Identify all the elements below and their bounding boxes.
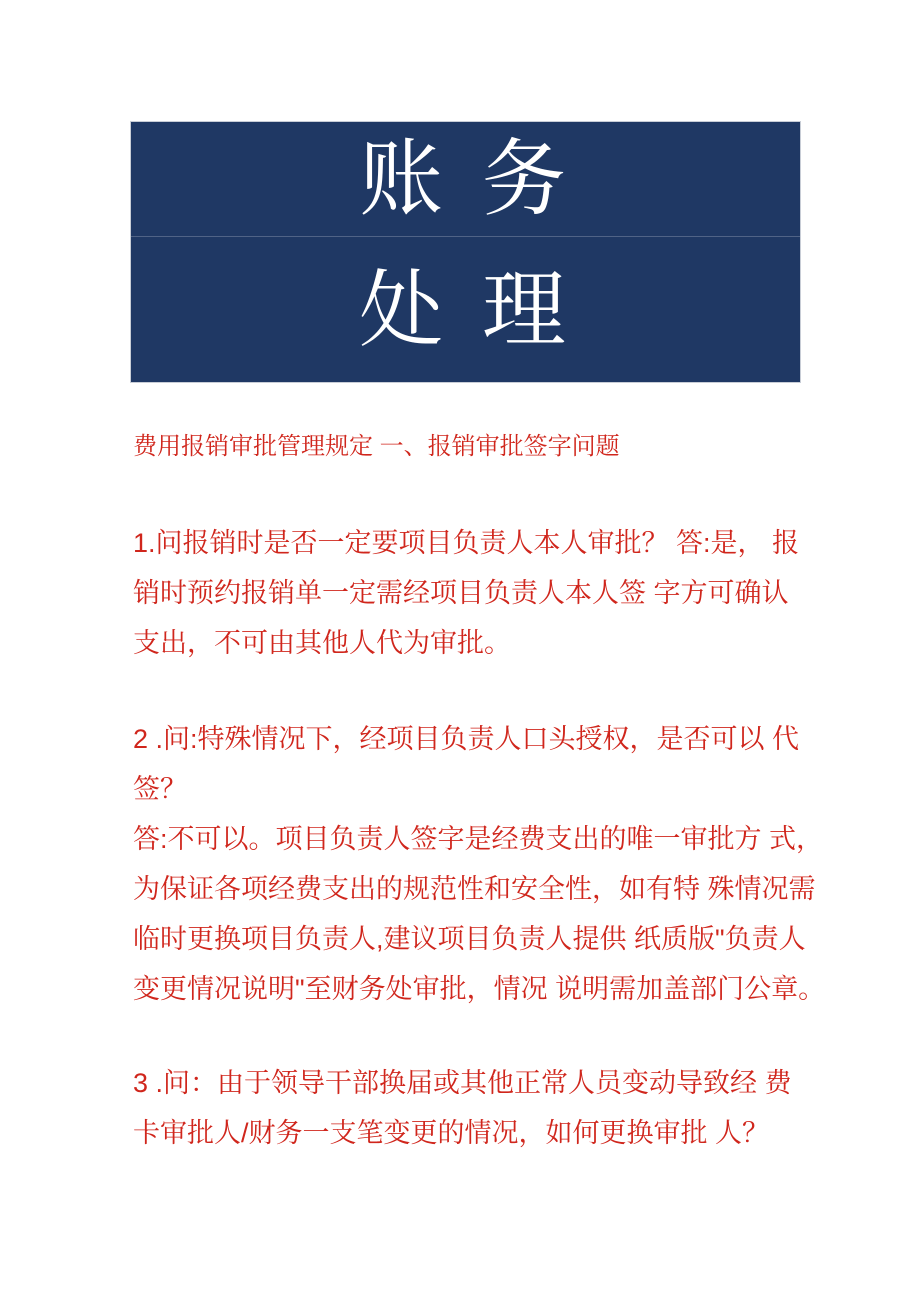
paragraph-line: 3 .问：由于领导干部换届或其他正常人员变动导致经 费 — [133, 1068, 792, 1098]
paragraph-line: 签？ — [133, 774, 187, 804]
paragraph-line: 卡审批人/财务一支笔变更的情况，如何更换审批 人？ — [133, 1118, 770, 1148]
paragraph-q3 — [133, 1058, 823, 1158]
paragraph-line: 2 .问:特殊情况下，经项目负责人口头授权，是否可以 代 — [133, 724, 800, 754]
paragraph-q1 — [133, 518, 823, 668]
paragraph-q2 — [133, 714, 826, 1014]
paragraph-line: 临时更换项目负责人,建议项目负责人提供 纸质版"负责人 — [133, 924, 806, 954]
paragraph-line: 答:不可以。项目负责人签字是经费支出的唯一审批方 式， — [133, 824, 824, 854]
banner-title-line1: 账 务 — [131, 122, 800, 237]
paragraph-line: 销时预约报销单一定需经项目负责人本人签 字方可确认 — [133, 578, 789, 608]
document-heading: 费用报销审批管理规定 一、报销审批签字问题 — [133, 433, 620, 460]
title-banner — [131, 122, 800, 382]
paragraph-line: 支出，不可由其他人代为审批。 — [133, 628, 511, 658]
banner-title-line2: 处 理 — [359, 260, 572, 359]
paragraph-line: 为保证各项经费支出的规范性和安全性，如有特 殊情况需 — [133, 874, 816, 904]
paragraph-line: 变更情况说明"至财务处审批，情况 说明需加盖部门公章。 — [133, 974, 826, 1004]
paragraph-line: 1.问报销时是否一定要项目负责人本人审批？ 答:是， 报 — [133, 528, 800, 558]
